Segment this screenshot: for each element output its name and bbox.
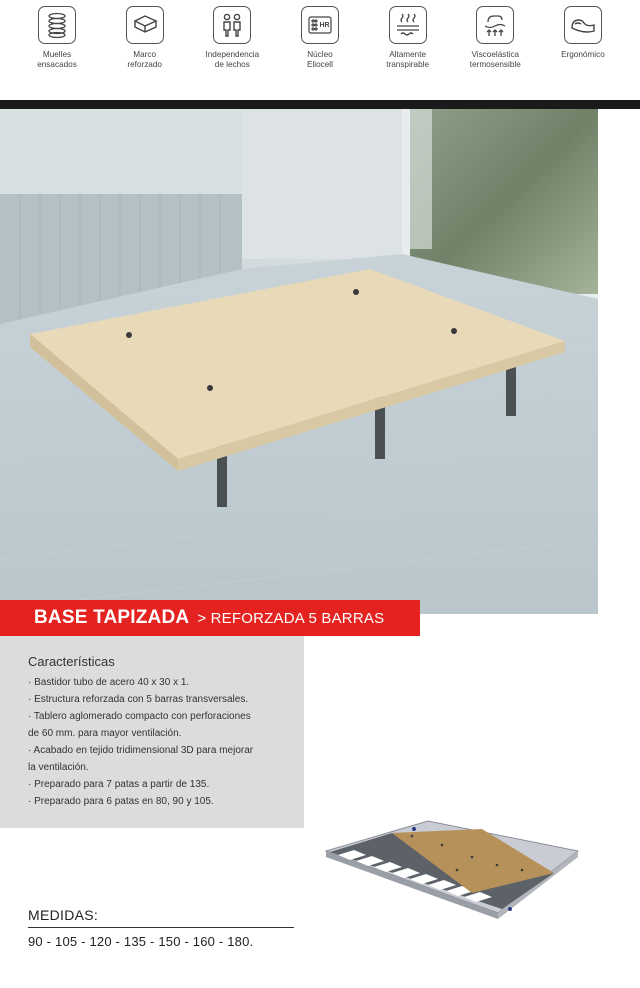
feature-viscoelastica bbox=[456, 6, 534, 88]
characteristic-item: · Preparado para 7 patas a partir de 135. bbox=[28, 779, 210, 790]
feature-label: Independencia de lechos bbox=[205, 50, 260, 69]
characteristics-heading: Características bbox=[28, 654, 115, 669]
mattress-frame-icon bbox=[126, 6, 164, 44]
product-title-banner bbox=[0, 600, 420, 636]
feature-label: Muelles ensacados bbox=[37, 50, 77, 69]
spring-coil-icon bbox=[38, 6, 76, 44]
ergonomic-pillow-icon bbox=[564, 6, 602, 44]
measures-title: MEDIDAS: bbox=[28, 907, 99, 923]
header-divider-bar bbox=[0, 100, 640, 109]
cutaway-illustration bbox=[322, 815, 582, 920]
bed-base-illustration bbox=[0, 109, 598, 614]
two-people-icon bbox=[213, 6, 251, 44]
viscoelastic-hand-icon bbox=[476, 6, 514, 44]
product-subtitle: > REFORZADA 5 BARRAS bbox=[197, 609, 385, 627]
characteristics-panel bbox=[0, 636, 304, 828]
measures-values: 90 - 105 - 120 - 135 - 150 - 160 - 180. bbox=[28, 934, 254, 949]
breathable-layers-icon bbox=[389, 6, 427, 44]
feature-label: Marco reforzado bbox=[127, 50, 162, 69]
characteristic-item: de 60 mm. para mayor ventilación. bbox=[28, 728, 182, 739]
hr-badge-text: HR bbox=[319, 22, 330, 29]
characteristic-item: · Estructura reforzada con 5 barras transversales. bbox=[28, 694, 249, 705]
characteristic-item: · Tablero aglomerado compacto con perforaciones bbox=[28, 711, 251, 722]
hr-foam-core-icon bbox=[301, 6, 339, 44]
feature-muelles bbox=[18, 6, 96, 88]
feature-transpirable bbox=[369, 6, 447, 88]
feature-independencia bbox=[193, 6, 271, 88]
feature-label: Ergonómico bbox=[561, 50, 605, 59]
characteristic-item: · Acabado en tejido tridimensional 3D para mejorar bbox=[28, 745, 254, 756]
characteristic-item: · Bastidor tubo de acero 40 x 30 x 1. bbox=[28, 677, 190, 688]
product-photo bbox=[0, 109, 598, 614]
characteristic-item: la ventilación. bbox=[28, 762, 89, 773]
feature-ergonomico bbox=[544, 6, 622, 88]
feature-label: Altamente transpirable bbox=[386, 50, 430, 69]
measures-divider bbox=[28, 927, 294, 928]
product-title: BASE TAPIZADA bbox=[34, 607, 190, 628]
feature-nucleo bbox=[281, 6, 359, 88]
feature-label: Viscoelástica termosensible bbox=[469, 50, 521, 69]
feature-marco bbox=[106, 6, 184, 88]
characteristics-list bbox=[28, 674, 286, 810]
feature-label: Núcleo Eliocell bbox=[306, 50, 333, 69]
characteristic-item: · Preparado para 6 patas en 80, 90 y 105. bbox=[28, 796, 214, 807]
construction-diagram bbox=[322, 815, 582, 920]
feature-icons-row bbox=[18, 6, 622, 88]
